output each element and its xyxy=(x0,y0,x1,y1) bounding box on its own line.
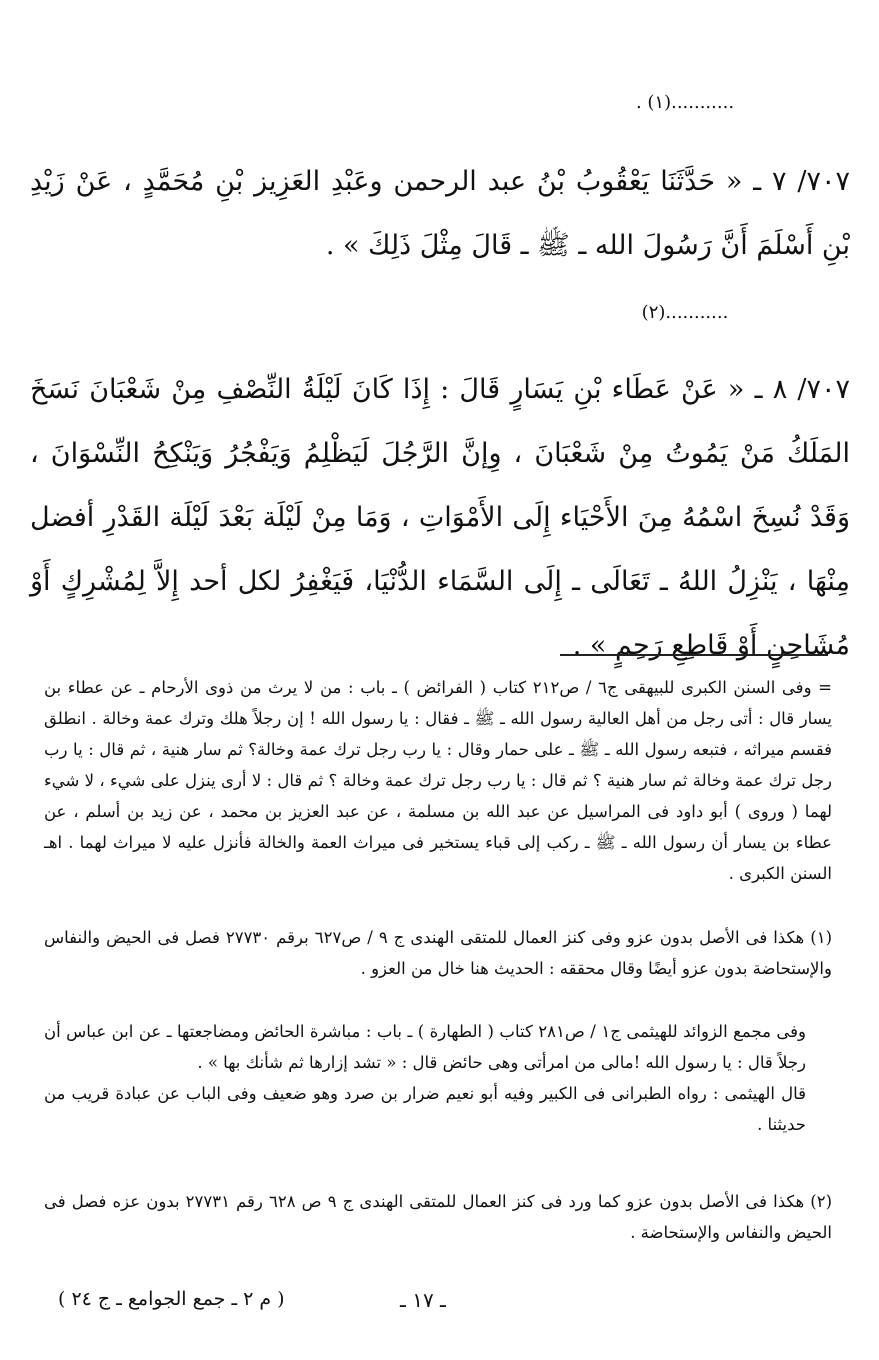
footnote-continuation: = وفى السنن الكبرى للبيهقى ج٦ / ص٢١٢ كتاب ( الفرائض ) ـ باب : من لا يرث من ذوى الأرحام ـ عن عطاء بن يسار قال : أتى رجل من أهل العالية رسول الله ـ ﷺ ـ فقال : يا رسول الله ! إن رجلاً هلك وترك عمة وخالة . انطلق فقسم ميراثه ، فتبعه رسول الله ـ ﷺ ـ على حمار وقال : يا رب رجل ترك عمة وخالة؟ ثم سار هنية ، ثم قال : يا رب رجل ترك عمة وخالة ثم سار هنية ؟ ثم قال : يا رب رجل ترك عمة وخالة ؟ ثم قال : لا أرى ينزل على شيء ، لا شيء لهما ( وروى ) أبو داود فى المراسيل عن عبد الله بن مسلمة ، عن عبد العزيز بن محمد ، عن زيد بن أسلم ، عن عطاء بن يسار أن رسول الله ـ ﷺ ـ ركب إلى قباء يستخير فى ميراث العمة والخالة فأنزل عليه لا ميراث لهما . اهـ السنن الكبرى . xyxy=(44,678,832,883)
footnote-separator xyxy=(560,654,828,656)
footnote-2: (٢) هكذا فى الأصل بدون عزو كما ورد فى كنز العمال للمتقى الهندى ج ٩ ص ٦٢٨ رقم ٢٧٧٣١ بدون عزه فصل فى الحيض والنفاس والإستحاضة . xyxy=(44,1192,833,1242)
hadith-707-8: ٧٠٧/ ٨ ـ « عَنْ عَطَاء بْنِ يَسَارٍ قَالَ : إِذَا كَانَ لَيْلَةُ النِّصْفِ مِنْ شَعْبَانَ نَسَخَ المَلَكُ مَنْ يَمُوتُ مِنْ شَعْبَانَ ، وِإنَّ الرَّجُلَ لَيَظْلِمُ وَيَفْجُرُ وَيَنْكِحُ النِّسْوَانَ ، وَقَدْ نُسِخَ اسْمُهُ مِنَ الأَحْيَاء إِلَى الأَمْوَاتِ ، وَمَا مِنْ لَيْلَة بَعْدَ لَيْلَة القَدْرِ أفضل مِنْهَا ، يَنْزِلُ اللهُ ـ تَعَالَى ـ إِلَى السَّمَاء الدُّنْيَا، فَيَغْفِرُ لكل أحد إِلاَّ لِمُشْرِكٍ أَوْ مُشَاحِنٍ أَوْ قَاطِعِ رَحِمٍ » . xyxy=(30,374,850,661)
footnote-1-zawaid: وفى مجمع الزوائد للهيثمى ج١ / ص٢٨١ كتاب ( الطهارة ) ـ باب : مباشرة الحائض ومضاجعتها ـ عن ابن عباس أن رجلاً قال : يا رسول الله !مالى من امرأتى وهى حائض قال : « تشد إزارها ثم شأنك بها » . xyxy=(44,1022,807,1072)
footnote-1: (١) هكذا فى الأصل بدون عزو وفى كنز العمال للمتقى الهندى ج ٩ / ص٦٢٧ برقم ٢٧٧٣٠ فصل فى الحيض والنفاس والإستحاضة بدون عزو أيضًا وقال محققه : الحديث هنا خال من العزو . xyxy=(44,928,833,978)
footnote-1-haythami: قال الهيثمى : رواه الطبرانى فى الكبير وفيه أبو نعيم ضرار بن صرد وهو ضعيف وفى الباب عن عبادة قريب من حديثنا . xyxy=(44,1084,806,1134)
volume-signature: ( م ٢ ـ جمع الجوامع ـ ج ٢٤ ) xyxy=(58,1288,285,1310)
page-number: ـ ١٧ ـ xyxy=(400,1288,446,1312)
ellipsis-marker-1: . (١)........... xyxy=(635,92,735,113)
ellipsis-marker-2: (٢)........... xyxy=(641,302,729,323)
hadith-707-7: ٧٠٧/ ٧ ـ « حَدَّثَنَا يَعْقُوبُ بْنُ عبد الرحمن وعَبْدِ العَزِيز بْنِ مُحَمَّدٍ ، عَنْ زَيْدِ بْنِ أَسْلَمَ أَنَّ رَسُولَ الله ـ ﷺ ـ قَالَ مِثْلَ ذَلِكَ » . xyxy=(30,166,850,261)
